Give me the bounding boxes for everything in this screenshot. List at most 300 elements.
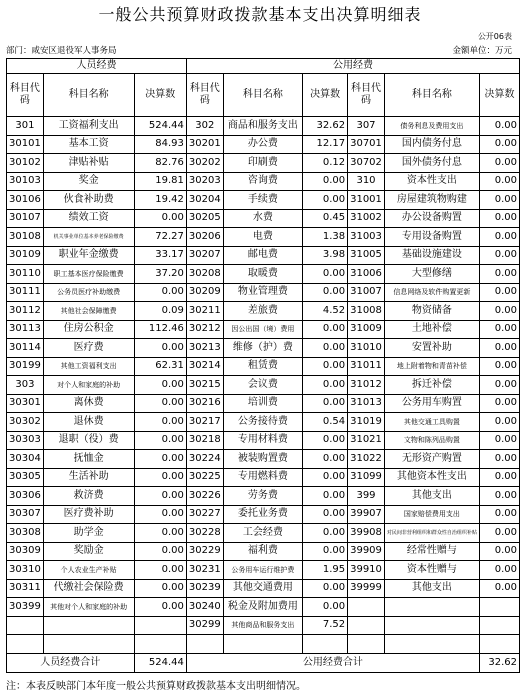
personnel-name-cell: 其他工资福利支出 <box>43 357 134 376</box>
public-a-name-cell: 会议费 <box>223 376 302 395</box>
table-row <box>7 191 520 210</box>
personnel-amount-cell: 0.00 <box>134 283 186 302</box>
public-b-amount-cell: 0.00 <box>479 228 519 247</box>
public-a-name-cell: 培训费 <box>223 394 302 413</box>
public-b-name-cell: 地上附着物和青苗补偿 <box>384 357 479 376</box>
public-b-name-cell: 大型修缮 <box>384 265 479 284</box>
public-b-code-cell: 31009 <box>348 320 385 339</box>
personnel-code-cell: 30303 <box>7 431 44 450</box>
public-a-amount-cell: 7.52 <box>303 616 348 635</box>
public-b-amount-cell: 0.00 <box>479 542 519 561</box>
public-b-amount-cell <box>479 635 519 654</box>
public-a-name-cell: 邮电费 <box>223 246 302 265</box>
public-b-code-cell: 31019 <box>348 413 385 432</box>
table-row <box>7 505 520 524</box>
personnel-name-cell: 住房公积金 <box>43 320 134 339</box>
personnel-name-cell: 伙食补助费 <box>43 191 134 210</box>
personnel-amount-cell: 37.20 <box>134 265 186 284</box>
public-a-code-cell: 30240 <box>186 598 223 617</box>
personnel-name-cell: 个人农业生产补贴 <box>43 561 134 580</box>
public-b-code-cell: 31022 <box>348 450 385 469</box>
public-a-amount-cell: 0.00 <box>303 283 348 302</box>
public-a-code-cell <box>186 635 223 654</box>
public-a-name-cell: 办公费 <box>223 135 302 154</box>
public-b-name-cell: 无形资产购置 <box>384 450 479 469</box>
public-a-amount-cell: 0.00 <box>303 431 348 450</box>
public-b-code-cell: 39910 <box>348 561 385 580</box>
public-a-name-cell: 专用材料费 <box>223 431 302 450</box>
personnel-amount-cell: 84.93 <box>134 135 186 154</box>
personnel-code-cell: 30106 <box>7 191 44 210</box>
public-a-name-cell: 公务用车运行维护费 <box>223 561 302 580</box>
public-a-code-cell: 30202 <box>186 154 223 173</box>
table-row <box>7 154 520 173</box>
public-a-code-cell: 30213 <box>186 339 223 358</box>
personnel-name-cell: 奖金 <box>43 172 134 191</box>
personnel-name-cell: 其他对个人和家庭的补助 <box>43 598 134 617</box>
public-a-amount-cell: 0.00 <box>303 542 348 561</box>
personnel-code-cell: 30308 <box>7 524 44 543</box>
expenditure-table <box>6 58 520 673</box>
public-b-code-cell: 310 <box>348 172 385 191</box>
public-b-code-cell: 30702 <box>348 154 385 173</box>
table-row <box>7 542 520 561</box>
public-a-name-cell: 手续费 <box>223 191 302 210</box>
public-a-name-cell: 租赁费 <box>223 357 302 376</box>
public-b-name-cell: 文物和陈列品购置 <box>384 431 479 450</box>
public-b-amount-cell: 0.00 <box>479 561 519 580</box>
public-b-amount-cell: 0.00 <box>479 450 519 469</box>
public-b-name-cell <box>384 616 479 635</box>
public-a-code-cell: 30207 <box>186 246 223 265</box>
personnel-amount-cell: 0.00 <box>134 579 186 598</box>
table-row <box>7 265 520 284</box>
public-a-amount-cell: 0.00 <box>303 598 348 617</box>
public-a-name-cell: 工会经费 <box>223 524 302 543</box>
public-a-code-cell: 30205 <box>186 209 223 228</box>
personnel-amount-cell: 0.00 <box>134 339 186 358</box>
public-b-name-cell: 国外债务付息 <box>384 154 479 173</box>
public-b-code-cell: 31099 <box>348 468 385 487</box>
code-header: 科目代码 <box>7 74 44 117</box>
public-b-amount-cell: 0.00 <box>479 357 519 376</box>
personnel-name-cell: 医疗费补助 <box>43 505 134 524</box>
public-a-code-cell: 30204 <box>186 191 223 210</box>
public-b-amount-cell: 0.00 <box>479 339 519 358</box>
personnel-name-cell: 生活补助 <box>43 468 134 487</box>
personnel-code-cell: 30109 <box>7 246 44 265</box>
code-header: 科目代码 <box>348 74 385 117</box>
public-a-name-cell: 被装购置费 <box>223 450 302 469</box>
public-a-name-cell: 福利费 <box>223 542 302 561</box>
personnel-code-cell: 30114 <box>7 339 44 358</box>
table-row <box>7 339 520 358</box>
personnel-amount-cell <box>134 635 186 654</box>
public-a-amount-cell: 0.00 <box>303 579 348 598</box>
public-a-name-cell: 专用燃料费 <box>223 468 302 487</box>
personnel-total-amount: 524.44 <box>134 653 186 672</box>
public-a-amount-cell: 3.98 <box>303 246 348 265</box>
table-row <box>7 635 520 654</box>
public-b-name-cell: 公务用车购置 <box>384 394 479 413</box>
personnel-amount-cell: 0.00 <box>134 542 186 561</box>
public-a-code-cell: 30212 <box>186 320 223 339</box>
public-b-name-cell: 办公设备购置 <box>384 209 479 228</box>
table-row <box>7 357 520 376</box>
public-b-code-cell: 31012 <box>348 376 385 395</box>
public-b-name-cell: 资本性支出 <box>384 172 479 191</box>
public-a-name-cell: 维修（护）费 <box>223 339 302 358</box>
public-a-code-cell: 30299 <box>186 616 223 635</box>
table-row <box>7 598 520 617</box>
public-b-name-cell: 国家赔偿费用支出 <box>384 505 479 524</box>
personnel-amount-cell: 0.00 <box>134 487 186 506</box>
personnel-amount-cell: 72.27 <box>134 228 186 247</box>
amount-header: 决算数 <box>479 74 519 117</box>
personnel-code-cell: 30108 <box>7 228 44 247</box>
personnel-amount-cell: 0.00 <box>134 431 186 450</box>
table-row <box>7 413 520 432</box>
name-header: 科目名称 <box>384 74 479 117</box>
department-label: 部门：咸安区退役军人事务局 <box>6 46 117 56</box>
personnel-total-label: 人员经费合计 <box>7 653 135 672</box>
personnel-name-cell: 其他社会保障缴费 <box>43 302 134 321</box>
public-a-amount-cell: 0.00 <box>303 376 348 395</box>
personnel-name-cell: 退休费 <box>43 413 134 432</box>
table-row <box>7 117 520 136</box>
personnel-code-cell: 30306 <box>7 487 44 506</box>
public-b-code-cell: 31011 <box>348 357 385 376</box>
personnel-code-cell: 30102 <box>7 154 44 173</box>
table-row <box>7 468 520 487</box>
public-a-amount-cell: 0.00 <box>303 339 348 358</box>
public-b-amount-cell: 0.00 <box>479 246 519 265</box>
public-b-amount-cell <box>479 616 519 635</box>
public-a-amount-cell: 1.38 <box>303 228 348 247</box>
personnel-amount-cell: 0.00 <box>134 394 186 413</box>
public-b-amount-cell <box>479 598 519 617</box>
public-b-code-cell: 31003 <box>348 228 385 247</box>
personnel-code-cell: 30305 <box>7 468 44 487</box>
public-a-amount-cell: 1.95 <box>303 561 348 580</box>
personnel-name-cell <box>43 616 134 635</box>
public-b-amount-cell: 0.00 <box>479 172 519 191</box>
public-b-name-cell: 其他支出 <box>384 487 479 506</box>
personnel-code-cell: 30110 <box>7 265 44 284</box>
public-a-code-cell: 30228 <box>186 524 223 543</box>
personnel-name-cell: 对个人和家庭的补助 <box>43 376 134 395</box>
personnel-code-cell: 30101 <box>7 135 44 154</box>
personnel-amount-cell: 0.00 <box>134 598 186 617</box>
public-b-code-cell: 31005 <box>348 246 385 265</box>
personnel-name-cell: 职业年金缴费 <box>43 246 134 265</box>
public-a-code-cell: 30226 <box>186 487 223 506</box>
personnel-code-cell: 30199 <box>7 357 44 376</box>
public-b-code-cell <box>348 616 385 635</box>
public-b-name-cell: 物资储备 <box>384 302 479 321</box>
public-a-name-cell: 物业管理费 <box>223 283 302 302</box>
personnel-code-cell: 30310 <box>7 561 44 580</box>
personnel-code-cell: 30301 <box>7 394 44 413</box>
public-b-code-cell: 31010 <box>348 339 385 358</box>
public-b-code-cell: 30701 <box>348 135 385 154</box>
table-row <box>7 561 520 580</box>
public-a-code-cell: 302 <box>186 117 223 136</box>
public-b-name-cell: 土地补偿 <box>384 320 479 339</box>
public-b-amount-cell: 0.00 <box>479 524 519 543</box>
public-a-code-cell: 30211 <box>186 302 223 321</box>
public-a-name-cell: 取暖费 <box>223 265 302 284</box>
unit-label: 金额单位：万元 <box>452 46 512 56</box>
public-a-amount-cell: 0.00 <box>303 450 348 469</box>
public-a-amount-cell: 32.62 <box>303 117 348 136</box>
public-a-amount-cell: 0.45 <box>303 209 348 228</box>
public-b-code-cell: 39999 <box>348 579 385 598</box>
public-a-code-cell: 30225 <box>186 468 223 487</box>
personnel-name-cell: 助学金 <box>43 524 134 543</box>
public-b-name-cell <box>384 635 479 654</box>
personnel-name-cell: 救济费 <box>43 487 134 506</box>
public-a-code-cell: 30206 <box>186 228 223 247</box>
public-b-code-cell: 39907 <box>348 505 385 524</box>
public-b-code-cell: 31002 <box>348 209 385 228</box>
public-a-name-cell: 印刷费 <box>223 154 302 173</box>
public-a-code-cell: 30227 <box>186 505 223 524</box>
public-section-header: 公用经费 <box>186 59 519 74</box>
public-b-code-cell <box>348 598 385 617</box>
personnel-code-cell: 30113 <box>7 320 44 339</box>
personnel-code-cell: 30399 <box>7 598 44 617</box>
public-b-name-cell: 国内债务付息 <box>384 135 479 154</box>
personnel-name-cell: 基本工资 <box>43 135 134 154</box>
personnel-amount-cell: 19.81 <box>134 172 186 191</box>
personnel-amount-cell: 62.31 <box>134 357 186 376</box>
public-a-amount-cell: 0.00 <box>303 505 348 524</box>
public-total-amount: 32.62 <box>479 653 519 672</box>
public-a-amount-cell: 0.00 <box>303 191 348 210</box>
public-b-code-cell: 39908 <box>348 524 385 543</box>
public-a-name-cell <box>223 635 302 654</box>
public-b-amount-cell: 0.00 <box>479 117 519 136</box>
public-a-code-cell: 30214 <box>186 357 223 376</box>
public-b-name-cell <box>384 598 479 617</box>
table-row <box>7 320 520 339</box>
personnel-section-header: 人员经费 <box>7 59 187 74</box>
public-a-amount-cell: 0.00 <box>303 172 348 191</box>
public-a-code-cell: 30224 <box>186 450 223 469</box>
public-b-amount-cell: 0.00 <box>479 154 519 173</box>
table-row <box>7 450 520 469</box>
personnel-name-cell: 退职（役）费 <box>43 431 134 450</box>
personnel-code-cell <box>7 616 44 635</box>
public-b-amount-cell: 0.00 <box>479 431 519 450</box>
public-b-amount-cell: 0.00 <box>479 413 519 432</box>
public-a-name-cell: 其他商品和服务支出 <box>223 616 302 635</box>
public-a-code-cell: 30231 <box>186 561 223 580</box>
public-a-code-cell: 30217 <box>186 413 223 432</box>
public-b-code-cell: 31013 <box>348 394 385 413</box>
public-a-amount-cell: 0.54 <box>303 413 348 432</box>
personnel-code-cell <box>7 635 44 654</box>
public-b-code-cell: 39909 <box>348 542 385 561</box>
personnel-name-cell: 医疗费 <box>43 339 134 358</box>
personnel-amount-cell: 0.00 <box>134 468 186 487</box>
code-header: 科目代码 <box>186 74 223 117</box>
public-b-name-cell: 信息网络及软件购置更新 <box>384 283 479 302</box>
public-a-amount-cell <box>303 635 348 654</box>
public-a-amount-cell: 0.00 <box>303 394 348 413</box>
personnel-amount-cell: 19.42 <box>134 191 186 210</box>
public-a-amount-cell: 12.17 <box>303 135 348 154</box>
public-a-amount-cell: 4.52 <box>303 302 348 321</box>
personnel-code-cell: 30311 <box>7 579 44 598</box>
table-row <box>7 135 520 154</box>
public-a-amount-cell: 0.12 <box>303 154 348 173</box>
public-a-amount-cell: 0.00 <box>303 357 348 376</box>
public-a-amount-cell: 0.00 <box>303 487 348 506</box>
page-title: 一般公共预算财政拨款基本支出决算明细表 <box>98 5 422 24</box>
personnel-name-cell: 机关事业单位基本养老保险缴费 <box>43 228 134 247</box>
personnel-name-cell: 工资福利支出 <box>43 117 134 136</box>
public-b-amount-cell: 0.00 <box>479 394 519 413</box>
personnel-name-cell: 职工基本医疗保险缴费 <box>43 265 134 284</box>
public-b-name-cell: 经常性赠与 <box>384 542 479 561</box>
public-b-amount-cell: 0.00 <box>479 302 519 321</box>
table-row <box>7 579 520 598</box>
public-a-code-cell: 30239 <box>186 579 223 598</box>
table-row <box>7 394 520 413</box>
personnel-code-cell: 30307 <box>7 505 44 524</box>
public-b-amount-cell: 0.00 <box>479 487 519 506</box>
public-b-code-cell: 31006 <box>348 265 385 284</box>
table-row <box>7 302 520 321</box>
public-b-amount-cell: 0.00 <box>479 265 519 284</box>
personnel-amount-cell: 112.46 <box>134 320 186 339</box>
personnel-code-cell: 30302 <box>7 413 44 432</box>
public-b-name-cell: 其他资本性支出 <box>384 468 479 487</box>
public-b-name-cell: 房屋建筑物购建 <box>384 191 479 210</box>
name-header: 科目名称 <box>223 74 302 117</box>
personnel-name-cell <box>43 635 134 654</box>
public-b-amount-cell: 0.00 <box>479 191 519 210</box>
personnel-amount-cell: 0.00 <box>134 450 186 469</box>
public-a-name-cell: 劳务费 <box>223 487 302 506</box>
public-a-amount-cell: 0.00 <box>303 524 348 543</box>
public-a-name-cell: 差旅费 <box>223 302 302 321</box>
public-b-amount-cell: 0.00 <box>479 209 519 228</box>
form-number: 公开06表 <box>477 32 512 41</box>
public-a-code-cell: 30203 <box>186 172 223 191</box>
personnel-code-cell: 30304 <box>7 450 44 469</box>
public-a-name-cell: 因公出国（境）费用 <box>223 320 302 339</box>
public-b-code-cell: 399 <box>348 487 385 506</box>
public-b-amount-cell: 0.00 <box>479 283 519 302</box>
personnel-amount-cell: 0.00 <box>134 209 186 228</box>
public-a-code-cell: 30201 <box>186 135 223 154</box>
public-a-name-cell: 电费 <box>223 228 302 247</box>
column-header-row <box>7 74 520 117</box>
public-b-amount-cell: 0.00 <box>479 320 519 339</box>
public-a-amount-cell: 0.00 <box>303 468 348 487</box>
public-a-name-cell: 公务接待费 <box>223 413 302 432</box>
table-row <box>7 283 520 302</box>
personnel-code-cell: 30107 <box>7 209 44 228</box>
personnel-amount-cell: 0.00 <box>134 561 186 580</box>
table-row <box>7 209 520 228</box>
public-b-name-cell: 安置补助 <box>384 339 479 358</box>
public-a-code-cell: 30209 <box>186 283 223 302</box>
personnel-name-cell: 公务员医疗补助缴费 <box>43 283 134 302</box>
name-header: 科目名称 <box>43 74 134 117</box>
public-b-code-cell: 31001 <box>348 191 385 210</box>
public-a-code-cell: 30208 <box>186 265 223 284</box>
personnel-code-cell: 30112 <box>7 302 44 321</box>
personnel-name-cell: 离休费 <box>43 394 134 413</box>
personnel-code-cell: 303 <box>7 376 44 395</box>
public-b-amount-cell: 0.00 <box>479 579 519 598</box>
amount-header: 决算数 <box>303 74 348 117</box>
personnel-amount-cell: 33.17 <box>134 246 186 265</box>
public-a-code-cell: 30215 <box>186 376 223 395</box>
public-a-name-cell: 税金及附加费用 <box>223 598 302 617</box>
public-b-name-cell: 基础设施建设 <box>384 246 479 265</box>
personnel-name-cell: 津贴补贴 <box>43 154 134 173</box>
totals-row <box>7 653 520 672</box>
personnel-amount-cell: 0.00 <box>134 505 186 524</box>
personnel-name-cell: 抚恤金 <box>43 450 134 469</box>
table-row <box>7 431 520 450</box>
personnel-amount-cell: 0.00 <box>134 524 186 543</box>
personnel-amount-cell: 82.76 <box>134 154 186 173</box>
public-b-name-cell: 其他交通工具购置 <box>384 413 479 432</box>
personnel-name-cell: 代缴社会保险费 <box>43 579 134 598</box>
public-a-amount-cell: 0.00 <box>303 265 348 284</box>
public-a-name-cell: 商品和服务支出 <box>223 117 302 136</box>
personnel-amount-cell: 0.00 <box>134 376 186 395</box>
personnel-amount-cell <box>134 616 186 635</box>
table-row <box>7 246 520 265</box>
personnel-name-cell: 绩效工资 <box>43 209 134 228</box>
public-a-name-cell: 咨询费 <box>223 172 302 191</box>
public-b-name-cell: 资本性赠与 <box>384 561 479 580</box>
table-row <box>7 524 520 543</box>
public-a-amount-cell: 0.00 <box>303 320 348 339</box>
footnote: 注：本表反映部门本年度一般公共预算财政拨款基本支出明细情况。 <box>6 681 306 692</box>
personnel-amount-cell: 524.44 <box>134 117 186 136</box>
public-b-name-cell: 债务利息及费用支出 <box>384 117 479 136</box>
public-a-name-cell: 其他交通费用 <box>223 579 302 598</box>
public-a-code-cell: 30229 <box>186 542 223 561</box>
public-a-code-cell: 30218 <box>186 431 223 450</box>
table-row <box>7 376 520 395</box>
personnel-code-cell: 30103 <box>7 172 44 191</box>
public-b-name-cell: 对民间非营利组织和群众性自治组织补贴 <box>384 524 479 543</box>
public-b-code-cell <box>348 635 385 654</box>
public-b-name-cell: 拆迁补偿 <box>384 376 479 395</box>
public-b-amount-cell: 0.00 <box>479 505 519 524</box>
public-total-label: 公用经费合计 <box>186 653 479 672</box>
public-b-amount-cell: 0.00 <box>479 376 519 395</box>
public-a-name-cell: 委托业务费 <box>223 505 302 524</box>
public-b-name-cell: 其他支出 <box>384 579 479 598</box>
public-b-code-cell: 31008 <box>348 302 385 321</box>
personnel-code-cell: 301 <box>7 117 44 136</box>
table-row <box>7 228 520 247</box>
personnel-code-cell: 30309 <box>7 542 44 561</box>
public-b-amount-cell: 0.00 <box>479 135 519 154</box>
table-row <box>7 172 520 191</box>
public-a-name-cell: 水费 <box>223 209 302 228</box>
